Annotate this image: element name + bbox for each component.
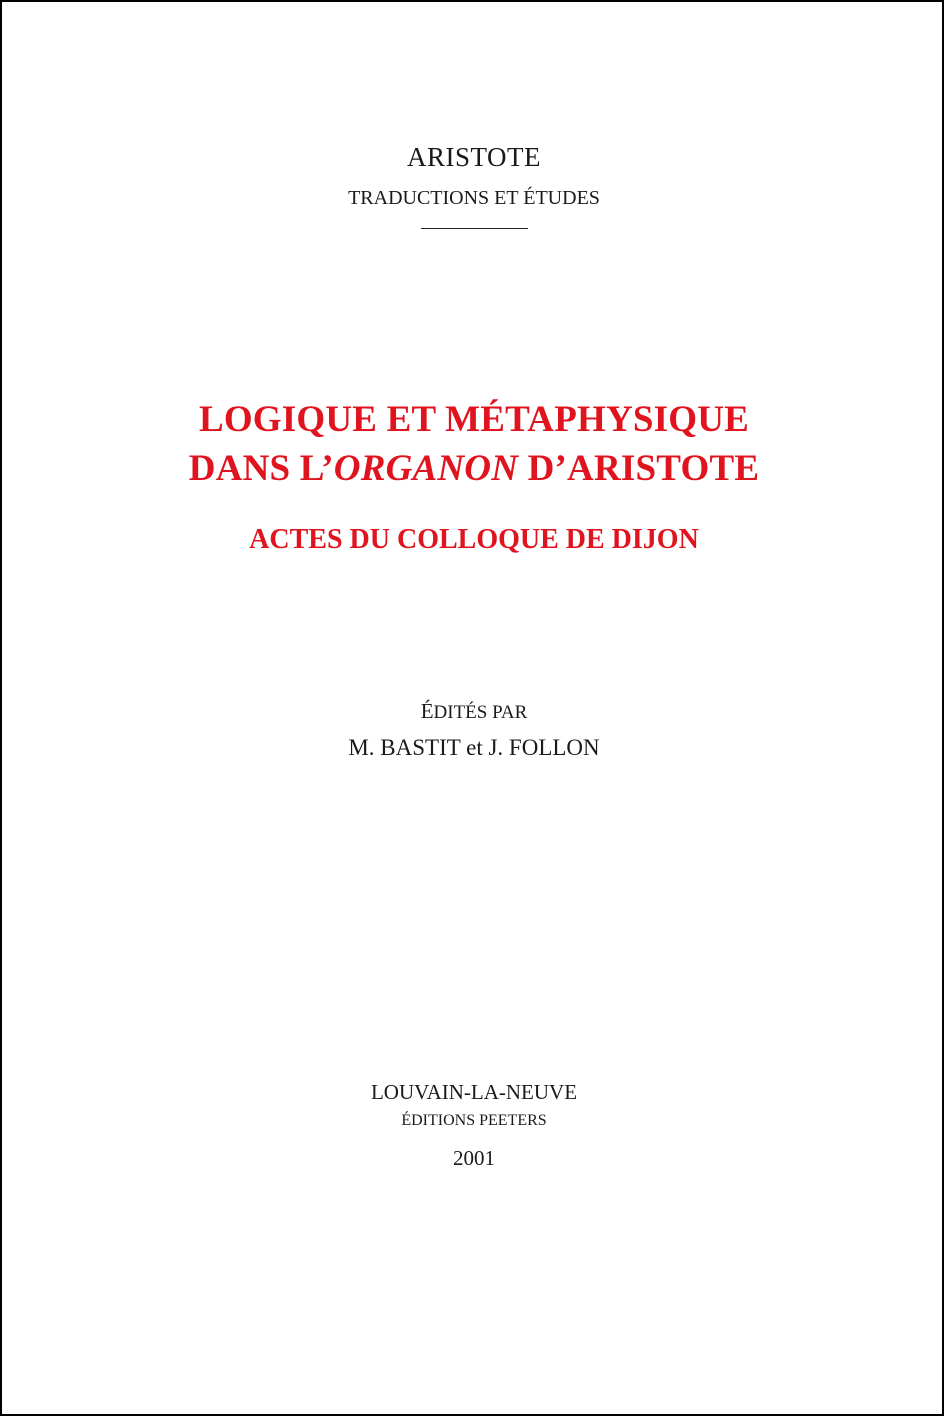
book-title-line-2	[2, 447, 944, 490]
book-title-suffix: D’ARISTOTE	[518, 448, 760, 489]
series-subtitle: TRADUCTIONS ET ÉTUDES	[348, 187, 600, 209]
imprint-year: 2001	[453, 1146, 495, 1170]
book-subtitle: ACTES DU COLLOQUE DE DIJON	[249, 524, 699, 555]
editors: M. BASTIT et J. FOLLON	[348, 735, 600, 760]
edited-by-label	[2, 699, 944, 724]
book-title-italic-word: ORGANON	[333, 448, 519, 489]
edited-by-initial: É	[420, 699, 434, 723]
imprint-place: LOUVAIN-LA-NEUVE	[370, 1080, 578, 1104]
series-title: ARISTOTE	[406, 142, 541, 172]
book-title-prefix: DANS L’	[188, 448, 334, 489]
edited-by-rest: DITÉS PAR	[433, 702, 528, 723]
divider-rule	[421, 228, 528, 229]
book-title-line-1: LOGIQUE ET MÉTAPHYSIQUE	[198, 399, 750, 440]
imprint-publisher: ÉDITIONS PEETERS	[401, 1112, 547, 1129]
